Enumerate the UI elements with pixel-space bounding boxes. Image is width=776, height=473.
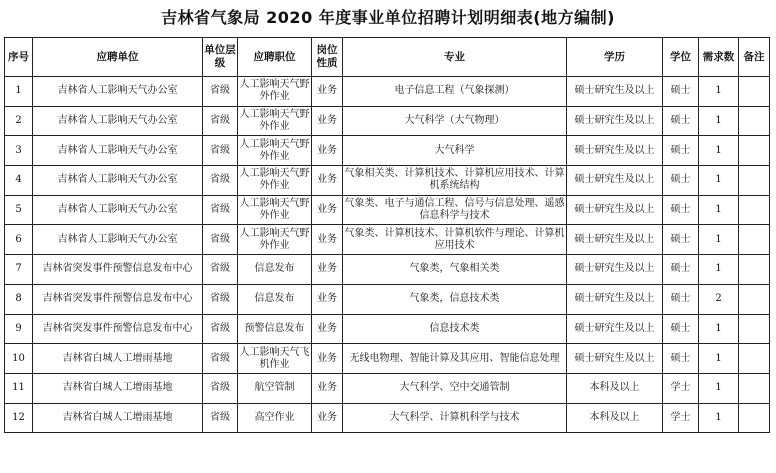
cell-level: 省级	[203, 314, 238, 344]
cell-position: 高空作业	[238, 403, 312, 433]
cell-nature: 业务	[312, 166, 343, 196]
table-row	[5, 195, 770, 225]
cell-note	[739, 77, 770, 107]
cell-position: 人工影响天气野外作业	[238, 195, 312, 225]
cell-note	[739, 255, 770, 285]
table-row	[5, 255, 770, 285]
cell-count: 1	[699, 314, 739, 344]
cell-major: 电子信息工程（气象探测）	[343, 77, 567, 107]
cell-degree: 硕士	[663, 225, 699, 255]
cell-unit: 吉林省突发事件预警信息发布中心	[33, 314, 203, 344]
cell-position: 人工影响天气野外作业	[238, 166, 312, 196]
cell-level: 省级	[203, 255, 238, 285]
cell-education: 硕士研究生及以上	[567, 225, 663, 255]
cell-unit: 吉林省人工影响天气办公室	[33, 225, 203, 255]
cell-position: 信息发布	[238, 284, 312, 314]
cell-level: 省级	[203, 166, 238, 196]
cell-degree: 硕士	[663, 77, 699, 107]
table-header-row	[5, 38, 770, 77]
cell-nature: 业务	[312, 403, 343, 433]
table-row	[5, 284, 770, 314]
cell-major: 大气科学	[343, 136, 567, 166]
cell-position: 人工影响天气野外作业	[238, 106, 312, 136]
cell-education: 硕士研究生及以上	[567, 344, 663, 374]
cell-major: 气象类、电子与通信工程、信号与信息处理、遥感信息科学与技术	[343, 195, 567, 225]
header-major: 专业	[343, 38, 567, 77]
table-row	[5, 106, 770, 136]
cell-position: 人工影响天气野外作业	[238, 225, 312, 255]
cell-major: 信息技术类	[343, 314, 567, 344]
cell-no: 6	[5, 225, 33, 255]
cell-degree: 硕士	[663, 344, 699, 374]
cell-level: 省级	[203, 225, 238, 255]
cell-no: 2	[5, 106, 33, 136]
cell-note	[739, 344, 770, 374]
cell-no: 11	[5, 373, 33, 403]
cell-unit: 吉林省突发事件预警信息发布中心	[33, 284, 203, 314]
cell-count: 1	[699, 77, 739, 107]
cell-nature: 业务	[312, 195, 343, 225]
cell-unit: 吉林省白城人工增雨基地	[33, 373, 203, 403]
header-unit: 应聘单位	[33, 38, 203, 77]
cell-unit: 吉林省人工影响天气办公室	[33, 195, 203, 225]
cell-no: 9	[5, 314, 33, 344]
cell-nature: 业务	[312, 77, 343, 107]
table-body	[5, 77, 770, 433]
cell-nature: 业务	[312, 284, 343, 314]
cell-education: 硕士研究生及以上	[567, 77, 663, 107]
cell-major: 气象类，信息技术类	[343, 284, 567, 314]
cell-no: 10	[5, 344, 33, 374]
cell-degree: 硕士	[663, 314, 699, 344]
cell-position: 信息发布	[238, 255, 312, 285]
table-row	[5, 403, 770, 433]
table-row	[5, 166, 770, 196]
header-note: 备注	[739, 38, 770, 77]
cell-level: 省级	[203, 77, 238, 107]
cell-level: 省级	[203, 106, 238, 136]
cell-note	[739, 106, 770, 136]
cell-note	[739, 314, 770, 344]
header-position: 应聘职位	[238, 38, 312, 77]
cell-major: 气象类，气象相关类	[343, 255, 567, 285]
cell-count: 1	[699, 106, 739, 136]
table-row	[5, 314, 770, 344]
cell-degree: 硕士	[663, 195, 699, 225]
cell-degree: 硕士	[663, 255, 699, 285]
cell-degree: 硕士	[663, 166, 699, 196]
cell-education: 硕士研究生及以上	[567, 255, 663, 285]
cell-count: 1	[699, 344, 739, 374]
cell-no: 5	[5, 195, 33, 225]
cell-unit: 吉林省突发事件预警信息发布中心	[33, 255, 203, 285]
cell-level: 省级	[203, 373, 238, 403]
cell-no: 8	[5, 284, 33, 314]
cell-note	[739, 136, 770, 166]
cell-unit: 吉林省白城人工增雨基地	[33, 403, 203, 433]
cell-degree: 硕士	[663, 106, 699, 136]
cell-note	[739, 225, 770, 255]
cell-position: 航空管制	[238, 373, 312, 403]
cell-no: 7	[5, 255, 33, 285]
cell-level: 省级	[203, 284, 238, 314]
cell-unit: 吉林省人工影响天气办公室	[33, 136, 203, 166]
cell-degree: 硕士	[663, 136, 699, 166]
cell-no: 12	[5, 403, 33, 433]
cell-unit: 吉林省人工影响天气办公室	[33, 77, 203, 107]
cell-note	[739, 373, 770, 403]
cell-note	[739, 195, 770, 225]
cell-count: 1	[699, 136, 739, 166]
header-count: 需求数	[699, 38, 739, 77]
cell-position: 人工影响天气飞机作业	[238, 344, 312, 374]
cell-no: 4	[5, 166, 33, 196]
cell-nature: 业务	[312, 314, 343, 344]
cell-education: 硕士研究生及以上	[567, 106, 663, 136]
cell-major: 气象类、计算机技术、计算机软件与理论、计算机应用技术	[343, 225, 567, 255]
cell-count: 1	[699, 255, 739, 285]
cell-unit: 吉林省人工影响天气办公室	[33, 166, 203, 196]
cell-major: 大气科学、空中交通管制	[343, 373, 567, 403]
cell-level: 省级	[203, 136, 238, 166]
header-degree: 学位	[663, 38, 699, 77]
cell-degree: 硕士	[663, 284, 699, 314]
table-row	[5, 344, 770, 374]
cell-nature: 业务	[312, 106, 343, 136]
cell-education: 硕士研究生及以上	[567, 314, 663, 344]
cell-education: 硕士研究生及以上	[567, 195, 663, 225]
cell-education: 本科及以上	[567, 373, 663, 403]
header-no: 序号	[5, 38, 33, 77]
cell-education: 硕士研究生及以上	[567, 284, 663, 314]
cell-nature: 业务	[312, 373, 343, 403]
cell-count: 1	[699, 373, 739, 403]
cell-nature: 业务	[312, 344, 343, 374]
cell-note	[739, 403, 770, 433]
cell-degree: 学士	[663, 403, 699, 433]
cell-degree: 学士	[663, 373, 699, 403]
cell-count: 2	[699, 284, 739, 314]
cell-count: 1	[699, 195, 739, 225]
cell-nature: 业务	[312, 136, 343, 166]
cell-count: 1	[699, 403, 739, 433]
cell-major: 气象相关类、计算机技术、计算机应用技术、计算机系统结构	[343, 166, 567, 196]
cell-major: 大气科学（大气物理）	[343, 106, 567, 136]
table-row	[5, 136, 770, 166]
cell-position: 人工影响天气野外作业	[238, 136, 312, 166]
cell-education: 硕士研究生及以上	[567, 166, 663, 196]
header-education: 学历	[567, 38, 663, 77]
page-title: 吉林省气象局 2020 年度事业单位招聘计划明细表(地方编制)	[161, 8, 615, 27]
cell-level: 省级	[203, 344, 238, 374]
recruitment-table	[4, 37, 770, 433]
header-level: 单位层级	[203, 38, 238, 77]
cell-count: 1	[699, 225, 739, 255]
cell-level: 省级	[203, 195, 238, 225]
cell-note	[739, 284, 770, 314]
cell-position: 预警信息发布	[238, 314, 312, 344]
cell-level: 省级	[203, 403, 238, 433]
cell-position: 人工影响天气野外作业	[238, 77, 312, 107]
cell-education: 硕士研究生及以上	[567, 136, 663, 166]
cell-count: 1	[699, 166, 739, 196]
table-row	[5, 373, 770, 403]
table-row	[5, 225, 770, 255]
cell-unit: 吉林省白城人工增雨基地	[33, 344, 203, 374]
cell-nature: 业务	[312, 225, 343, 255]
cell-nature: 业务	[312, 255, 343, 285]
header-nature: 岗位性质	[312, 38, 343, 77]
cell-education: 本科及以上	[567, 403, 663, 433]
cell-major: 大气科学、计算机科学与技术	[343, 403, 567, 433]
cell-major: 无线电物理、智能计算及其应用、智能信息处理	[343, 344, 567, 374]
cell-note	[739, 166, 770, 196]
table-row	[5, 77, 770, 107]
cell-no: 1	[5, 77, 33, 107]
cell-no: 3	[5, 136, 33, 166]
cell-unit: 吉林省人工影响天气办公室	[33, 106, 203, 136]
